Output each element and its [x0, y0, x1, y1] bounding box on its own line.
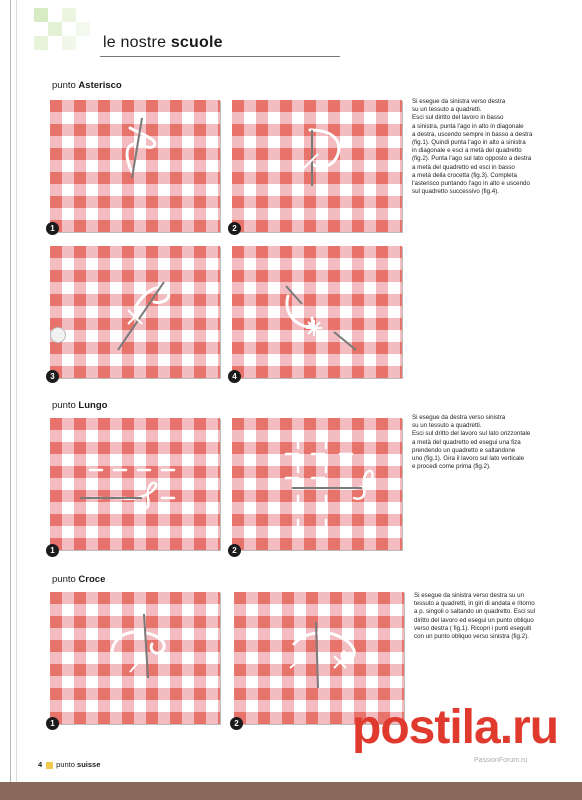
section-name: Croce [78, 574, 106, 585]
footer-brand-bold: suisse [77, 760, 101, 769]
scan-edge-line [16, 0, 17, 800]
page-title [103, 34, 223, 52]
watermark-source: PassionForum.ru [474, 757, 528, 764]
header-decoration [34, 8, 94, 54]
figure-number-badge: 2 [228, 544, 241, 557]
figure-number-badge: 1 [46, 222, 59, 235]
figure-number-badge: 2 [228, 222, 241, 235]
section-name: Asterisco [78, 80, 122, 91]
section-text-lungo: Si esegue da destra verso sinistra su un tessuto a quadretti. Esci sul dritto del lavoro sul lato orizzontale a metà del quadretto ed esegui una fiza prendendo un quadretto e saltandone uno (fig.1). Gira il lavoro sul lato verticale e procedi come prima (fig.2). [412, 414, 531, 471]
figure-asterisco-2 [232, 100, 402, 232]
figure-number-badge: 1 [46, 717, 59, 730]
section-prefix: punto [52, 400, 76, 411]
figure-lungo-2 [232, 418, 402, 550]
figure-asterisco-1 [50, 100, 220, 232]
figure-asterisco-3 [50, 246, 220, 378]
section-label-asterisco [52, 80, 122, 91]
page-number: 4 [38, 760, 43, 769]
section-label-croce [52, 574, 105, 585]
figure-number-badge: 3 [46, 370, 59, 383]
section-label-lungo [52, 400, 107, 411]
footer-bar [0, 782, 582, 800]
figure-number-badge: 2 [230, 717, 243, 730]
section-text-asterisco: Si esegue da sinistra verso destra su un tessuto a quadretti. Esci sul diritto del lavoro in basso a sinistra, punta l'ago in alto in diagonale a destra, uscendo sempre in basso a destra (fig.1). Quindi punta l'ago in alto a sinistra in diagonale e esci a metà del quadretto (fig.2). Punta l'ago sul lato opposto a destra a metà del quadretto ed esci in basso a metà della crocetta (fig.3). Completa l'asterisco puntando l'ago in alto e uscendo sul quadretto successivo (fig.4). [412, 98, 533, 196]
figure-croce-1 [50, 592, 220, 724]
section-prefix: punto [52, 574, 76, 585]
title-rule [100, 56, 340, 57]
page-footer [38, 760, 100, 769]
title-bold: scuole [170, 34, 223, 51]
scan-edge-line [10, 0, 11, 800]
scan-mark [50, 327, 66, 343]
figure-number-badge: 4 [228, 370, 241, 383]
figure-number-badge: 1 [46, 544, 59, 557]
section-name: Lungo [78, 400, 108, 411]
figure-asterisco-4 [232, 246, 402, 378]
brand-square-icon [46, 762, 53, 769]
section-prefix: punto [52, 80, 76, 91]
footer-brand-light: punto [56, 760, 75, 769]
section-text-croce: Si esegue da sinistra verso destra su un tessuto a quadretti, in giri di andata e ritorno a p. singoli o saltando un quadretto. Esci sul diritto del lavoro ed esegui un punto obliquo verso destra ( fig.1). Ricopri i punti eseguiti con un punto obliquo verso sinistra (fig.2). [414, 592, 536, 641]
title-light: le nostre [103, 34, 167, 51]
watermark-logo: postila.ru [352, 701, 559, 754]
figure-lungo-1 [50, 418, 220, 550]
